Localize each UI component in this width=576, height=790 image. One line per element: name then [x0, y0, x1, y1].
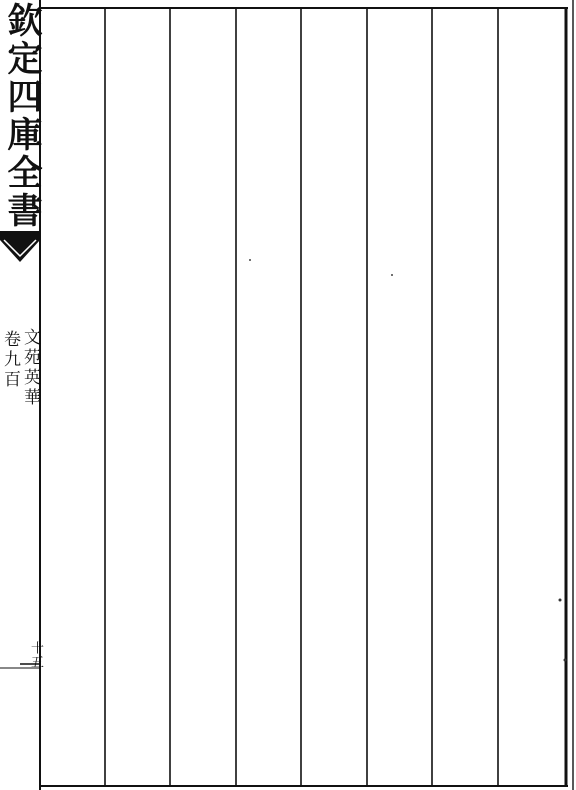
book-title: 文苑英華 — [20, 328, 40, 408]
folio-number: 十五 — [28, 641, 43, 669]
volume-number: 卷九百 — [0, 330, 20, 390]
fishtail-ornament — [0, 232, 40, 262]
collection-title: 欽定四庫全書 — [2, 2, 43, 230]
